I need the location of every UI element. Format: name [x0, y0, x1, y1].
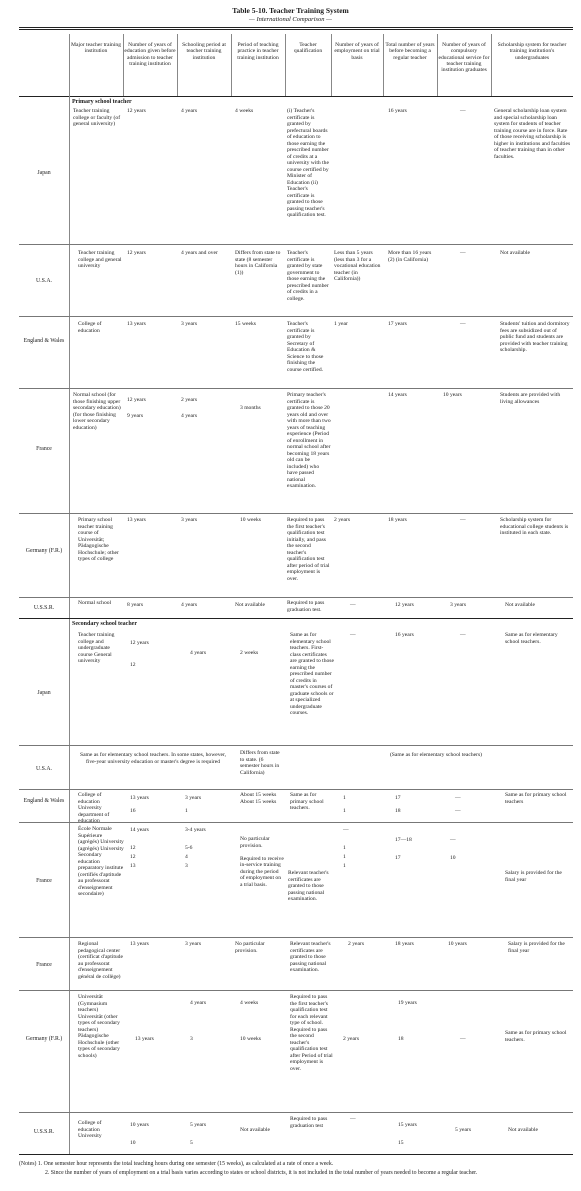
header-compulsory: Number of years of compulsory educational service for teacher training institution graduates [438, 42, 490, 74]
row-divider [19, 513, 573, 514]
cell-compulsory: — — [455, 795, 461, 814]
cell-total: 16 years [395, 632, 414, 638]
cell-trial: 1 year [334, 321, 348, 327]
cell-merged-note: (Same as for elementary school teachers) [389, 752, 483, 758]
row-divider [19, 789, 573, 790]
cell-schooling: 4 years [181, 602, 197, 608]
cell-institution: College of education [78, 321, 102, 334]
row-divider [19, 244, 573, 245]
cell-years-before: 10 years 10 [130, 1122, 149, 1146]
cell-practice: 4 weeks [235, 108, 254, 114]
cell-total: 18 years [388, 517, 407, 523]
row-divider [19, 822, 573, 823]
cell-years-before: 13 years [130, 941, 149, 947]
cell-institution: Teacher training college and undergraduate course General university [78, 632, 115, 664]
cell-practice: No particular provision. Required to receive in-service training during the period of employment on a trial basis. [240, 836, 284, 888]
header-institution: Major teacher training institution [70, 42, 121, 55]
col-divider [285, 34, 286, 96]
cell-total: 12 years [395, 602, 414, 608]
cell-practice: 4 weeks 10 weeks [240, 1000, 261, 1042]
cell-schooling: 3 years [181, 517, 197, 523]
cell-schooling: 3 years 1 [185, 795, 201, 814]
cell-trial: Less than 5 years (less than 3 for a vocational education teacher (in California)) [334, 250, 381, 282]
cell-years-before: 8 years [127, 602, 143, 608]
cell-years-before: 13 years 16 [130, 795, 149, 814]
cell-total: 17 years [388, 321, 407, 327]
country-label: England & Wales [23, 798, 65, 804]
country-label: Germany (F.R.) [25, 548, 63, 554]
cell-institution: Teacher training college or faculty (of general university) [73, 108, 121, 127]
col-divider [123, 34, 124, 96]
cell-schooling: 4 years [181, 108, 197, 114]
cell-trial: — [350, 632, 356, 638]
row-divider [19, 745, 573, 746]
cell-trial: — [350, 602, 356, 608]
section-secondary: Secondary school teacher [72, 621, 137, 627]
country-label: Japan [37, 690, 51, 696]
cell-qualification: Primary teacher's certificate is granted to those 20 years old and over with more than two years of teaching experience (Period of enrollment in normal school after becoming 18 years old can be included) who have passed national examination. [287, 392, 331, 489]
cell-institution: Primary school teacher training course of Universität; Pädagogische Hochschule; other types of college [78, 517, 119, 562]
cell-practice: 2 weeks [240, 650, 259, 656]
cell-years-before: 13 years [127, 517, 146, 523]
country-label: Japan [37, 170, 51, 176]
cell-compulsory: — [460, 108, 466, 114]
rule-section [19, 618, 573, 619]
cell-schooling: 4 years [190, 650, 206, 656]
cell-schooling: 5 years 5 [190, 1122, 206, 1146]
cell-total: 17—18 17 [395, 837, 412, 861]
row-divider [19, 316, 573, 317]
cell-practice: Not available [235, 602, 265, 608]
cell-practice: About 15 weeks About 15 weeks [240, 792, 277, 805]
cell-institution: Normal school [78, 600, 112, 606]
cell-scholarship: Not available [508, 1127, 538, 1133]
cell-compulsory: 5 years [455, 1127, 471, 1133]
cell-qualification: Teacher's certificate is granted by state government to those earning the prescribed number of credits in a college. [287, 250, 329, 302]
cell-total: 18 years [395, 941, 414, 947]
cell-years-before: 13 years [135, 1036, 154, 1042]
cell-scholarship: Salary is provided for the final year [505, 870, 562, 883]
cell-qualification: Same as for elementary school teachers. First-class certificates are granted to those earning the prescribed number of credits in master's courses of graduate schools or at specialized undergraduate courses. [290, 632, 334, 716]
cell-trial: 2 years [343, 1036, 359, 1042]
cell-qualification: Same as for primary school teachers. [290, 792, 324, 811]
cell-scholarship: Same as for primary school teachers. [505, 1030, 567, 1043]
cell-compulsory: — [460, 517, 466, 523]
header-schooling: Schooling period at teacher training institution [182, 42, 226, 61]
cell-compulsory: 10 years [448, 941, 467, 947]
cell-years-before: 12 years [127, 250, 146, 256]
cell-qualification: (i) Teacher's certificate is granted by prefectural boards of education to those earning the prescribed number of credits at a university with the course certified by Minister of Education (ii) Teacher's certificate is granted to those passing teacher's qualification test. [287, 108, 329, 218]
note-2: 2. Since the number of years of employment on a trial basis varies according to states or school districts, it is not included in the total number of years needed to become a regular teacher. [45, 1170, 478, 1176]
cell-total: More than 16 years (2) (in California) [388, 250, 432, 263]
cell-trial: — 1 1 1 [343, 827, 349, 869]
rule-bottom [19, 1154, 573, 1155]
header-years-before: Number of years of education given before admission to teacher training institution [124, 42, 176, 67]
cell-scholarship: Not available [505, 602, 535, 608]
cell-institution: Regional pedagogical center (certificat d'aptitude au professorat d'enseignement général de collège) [78, 941, 123, 980]
cell-institution: College of education University [78, 1120, 102, 1139]
cell-years-before: 12 years 12 [130, 640, 149, 668]
rule-top [19, 27, 573, 28]
cell-schooling: 3-4 years 5-6 4 3 [185, 827, 206, 869]
country-label: France [36, 962, 52, 968]
col-divider [437, 34, 438, 96]
cell-years-before: 12 years [127, 108, 146, 114]
cell-qualification: Relevant teacher's certificates are granted to those passing national examination. [288, 870, 329, 902]
col-divider [383, 34, 384, 96]
col-divider [231, 34, 232, 96]
header-trial: Number of years of employment on trial basis [334, 42, 380, 61]
cell-qualification: Relevant teacher's certificates are granted to those passing national examination. [290, 941, 331, 973]
header-total: Total number of years before becoming a regular teacher [385, 42, 435, 61]
cell-practice: 10 weeks [240, 517, 261, 523]
cell-scholarship: Not available [500, 250, 530, 256]
cell-practice: No particular provision. [235, 941, 265, 954]
table-subtitle: — International Comparison — [249, 16, 332, 23]
cell-practice: Not available [240, 1127, 270, 1133]
col-divider [69, 34, 70, 1154]
row-divider [19, 597, 573, 598]
cell-total: 19 years 18 [398, 1000, 417, 1042]
country-label: U.S.S.R. [33, 605, 55, 611]
cell-total: 16 years [388, 108, 407, 114]
cell-institution: École Normale Supérieure (agrégés) University (agrégés) University Secondary education preparatory institute (certifiés d'aptitude au professorat d'enseignement secondaire) [78, 826, 124, 897]
col-divider [177, 34, 178, 96]
cell-trial: 2 years [334, 517, 350, 523]
cell-scholarship: Same as for elementary school teachers. [505, 632, 558, 645]
cell-practice: Differs from state to state (8 semester hours in California (1)) [235, 250, 281, 276]
cell-scholarship: Scholarship system for educational college students is instituted in each state. [500, 517, 569, 536]
rule-header-bottom [19, 96, 573, 97]
cell-compulsory: — [460, 321, 466, 327]
country-label: U.S.A. [36, 766, 52, 772]
table-title: Table 5-10. Teacher Training System [232, 6, 349, 15]
country-label: France [36, 878, 52, 884]
country-label: U.S.A. [36, 278, 52, 284]
cell-qualification: Required to pass graduation test [290, 1116, 328, 1129]
col-divider [331, 34, 332, 96]
header-qualification: Teacher qualification [293, 42, 323, 55]
cell-compulsory: — [460, 250, 466, 256]
cell-schooling: 3 years [185, 941, 201, 947]
cell-compulsory: — 10 [450, 837, 456, 861]
cell-total: 15 years 15 [398, 1122, 417, 1146]
cell-qualification: Required to pass the first teacher's qualification test for each relevant type of school. Required to pass the second teacher's qualification test after Period of trial employment is over. [290, 994, 333, 1072]
cell-trial: 2 years [348, 941, 364, 947]
cell-years-before: 13 years [127, 321, 146, 327]
cell-compulsory: 10 years [443, 392, 462, 398]
cell-institution: Teacher training college and general university [78, 250, 122, 269]
cell-scholarship: Same as for primary school teachers [505, 792, 567, 805]
cell-qualification: Teacher's certificate is granted by Secretary of Education & Science to those finishing the course certified. [287, 321, 324, 373]
cell-merged-note: Same as for elementary school teachers. In some states, however, five-year university education or master's degree is required [79, 752, 227, 765]
cell-years-before: 12 years 9 years [127, 397, 146, 419]
cell-compulsory: — [460, 1036, 466, 1042]
cell-compulsory: — [460, 632, 466, 638]
cell-qualification: Required to pass graduation test. [287, 600, 325, 613]
header-scholarship: Scholarship system for teacher training institution's undergraduates [497, 42, 567, 61]
cell-compulsory: 3 years [450, 602, 466, 608]
row-divider [19, 990, 573, 991]
cell-years-before: 14 years 12 12 13 [130, 827, 149, 869]
country-label: France [36, 446, 52, 452]
cell-scholarship: Students' tuition and dormitory fees are subsidized out of public fund and students are provided with teacher training scholarship. [500, 321, 570, 353]
cell-institution: Normal school (for those finishing upper secondary education) (for those finishing lower secondary education) [73, 392, 121, 431]
cell-total: 14 years [388, 392, 407, 398]
header-practice: Period of teaching practice in teacher training institution [237, 42, 279, 61]
note-1: (Notes) 1. One semester hour represents the total teaching hours during one semester (15 weeks), as calculated at a rate of once a week. [19, 1161, 334, 1167]
cell-schooling: 3 years [181, 321, 197, 327]
cell-institution: College of education University department of education [78, 792, 110, 824]
country-label: England & Wales [23, 338, 65, 344]
cell-institution: Universität (Gymnasium teachers) Universität (other types of secondary teachers) Pädagogische Hochschule (other types of secondary schools) [78, 994, 120, 1059]
rule-top-2 [19, 29, 573, 30]
row-divider [19, 388, 573, 389]
cell-trial: — [350, 1116, 356, 1122]
cell-schooling: 2 years 4 years [181, 397, 197, 419]
cell-scholarship: Students are provided with living allowances [500, 392, 561, 405]
cell-practice: 15 weeks [235, 321, 256, 327]
col-divider [491, 34, 492, 96]
cell-qualification: Required to pass the first teacher's qualification test initially, and pass the second teacher's qualification test after period of trial employment is over. [287, 517, 330, 582]
section-primary: Primary school teacher [72, 99, 132, 105]
cell-schooling: 4 years and over [181, 250, 218, 256]
cell-schooling: 4 years 3 [190, 1000, 206, 1042]
country-label: Germany (F.R.) [25, 1036, 63, 1042]
cell-trial: 1 1 [343, 795, 346, 814]
row-divider [19, 937, 573, 938]
row-divider [19, 1112, 573, 1113]
cell-total: 17 18 [395, 795, 401, 814]
cell-practice: Differs from state to state. (6 semester hours in California) [240, 750, 280, 776]
cell-scholarship: General scholarship loan system and special scholarship loan system for students of teacher training course are in force. Rate of those receiving scholarship is higher in institutions and faculties of teacher training than in other faculties. [494, 108, 571, 160]
country-label: U.S.S.R. [33, 1129, 55, 1135]
cell-scholarship: Salary is provided for the final year [508, 941, 565, 954]
cell-practice: 3 months [240, 405, 261, 411]
